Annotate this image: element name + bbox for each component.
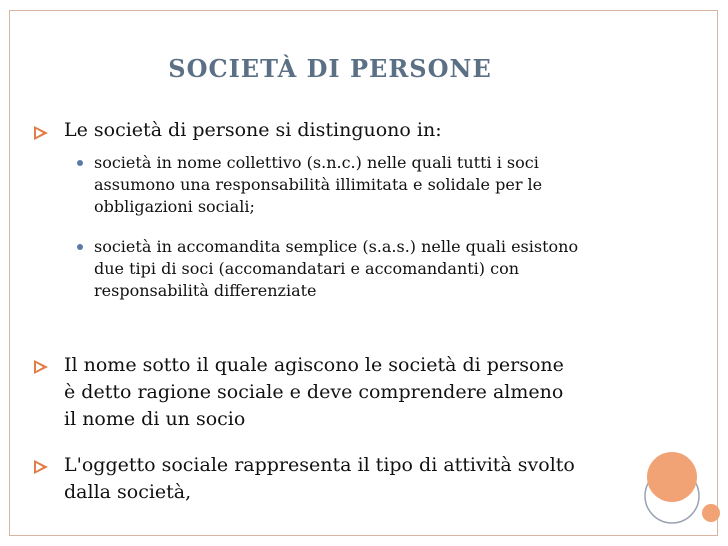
bullet-text: Il nome sotto il quale agiscono le società di persone è detto ragione sociale e deve comprendere almeno il nome di un socio — [64, 354, 564, 430]
bullet-item — [34, 452, 604, 506]
bullet-text: L'oggetto sociale rappresenta il tipo di attività svolto dalla società, — [64, 454, 575, 503]
sub-bullet-text: società in accomandita semplice (s.a.s.) nelle quali esistono due tipi di soci (accomandatari e accomandanti) con responsabilità differenziate — [94, 237, 579, 300]
slide-title: SOCIETÀ DI PERSONE — [168, 54, 492, 83]
bullet-text: Le società di persone si distinguono in: — [64, 119, 442, 141]
bullet-item — [34, 352, 564, 433]
sub-bullet-dot-icon — [77, 160, 83, 166]
sub-bullet-item — [70, 152, 600, 218]
sub-bullet-dot-icon — [77, 244, 83, 250]
bullet-marker-icon — [34, 360, 48, 374]
bullet-item — [34, 118, 594, 142]
sub-bullet-item — [70, 236, 600, 302]
bullet-marker-icon — [34, 460, 48, 474]
bullet-marker-icon — [34, 126, 48, 140]
sub-bullet-text: società in nome collettivo (s.n.c.) nelle quali tutti i soci assumono una responsabilità illimitata e solidale per le obbligazioni sociali; — [94, 153, 543, 216]
